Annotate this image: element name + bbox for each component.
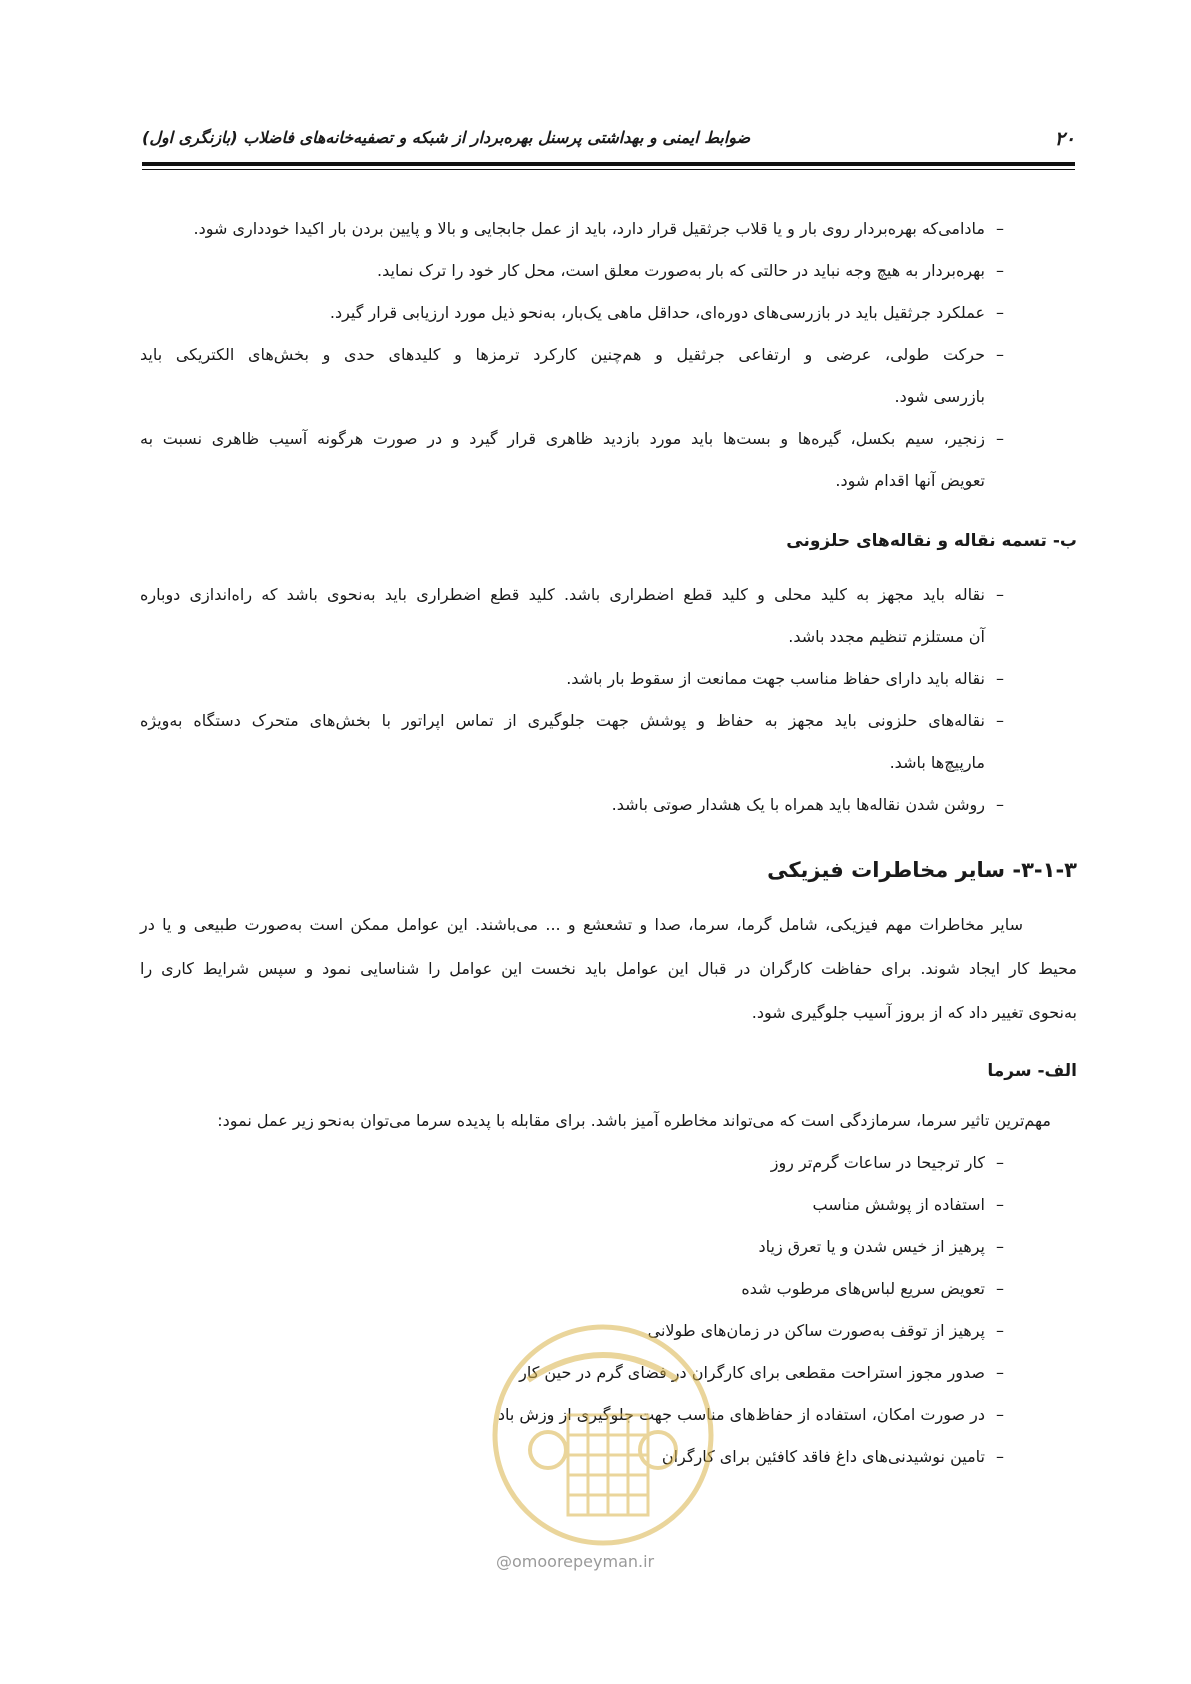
running-title: ضوابط ایمنی و بهداشتی پرسنل بهره‌بردار از شبکه و تصفیه‌خانه‌های فاضلاب (بازنگری اول) [142, 128, 751, 147]
header-rule-thin [142, 169, 1075, 170]
list-item: –استفاده از پوشش مناسب [812, 1195, 1004, 1214]
list-item: –نقاله باید دارای حفاظ مناسب جهت ممانعت از سقوط بار باشد. [566, 669, 1004, 688]
list-item-continuation: آن مستلزم تنظیم مجدد باشد. [788, 627, 985, 646]
list-item: –تامین نوشیدنی‌های داغ فاقد کافئین برای کارگران [661, 1447, 1004, 1466]
list-item-continuation: تعویض آنها اقدام شود. [835, 471, 985, 490]
list-item: –پرهیز از خیس شدن و یا تعرق زیاد [758, 1237, 1004, 1256]
paragraph-line: سایر مخاطرات مهم فیزیکی، شامل گرما، سرما، صدا و تشعشع و ... می‌باشند. این عوامل ممکن است به‌صورت طبیعی و یا در [140, 915, 1023, 934]
paragraph-line: به‌نحوی تغییر داد که از بروز آسیب جلوگیری شود. [751, 1003, 1077, 1022]
list-item: –در صورت امکان، استفاده از حفاظ‌های مناسب جهت جلوگیری از وزش باد [497, 1405, 1004, 1424]
list-item-continuation: بازرسی شود. [894, 387, 985, 406]
page-number: ۲۰ [1054, 128, 1075, 150]
section-heading: ۳-۱-۳- سایر مخاطرات فیزیکی [767, 858, 1077, 882]
list-item: –پرهیز از توقف به‌صورت ساکن در زمان‌های طولانی [647, 1321, 1004, 1340]
cold-intro: مهم‌ترین تاثیر سرما، سرمازدگی است که می‌تواند مخاطره آمیز باشد. برای مقابله با پدیده سرما می‌توان به‌نحو زیر عمل نمود: [217, 1111, 1051, 1130]
watermark-site: @omoorepeyman.ir [496, 1552, 655, 1571]
list-item: –روشن شدن نقاله‌ها باید همراه با یک هشدار صوتی باشد. [611, 795, 1004, 814]
subheading-conveyor: ب- تسمه نقاله و نقاله‌های حلزونی [786, 531, 1077, 551]
list-item: – نقاله باید مجهز به کلید محلی و کلید قطع اضطراری باشد. کلید قطع اضطراری باید به‌نحوی باشد که راه‌اندازی دوباره [140, 585, 1004, 604]
header-rule-thick [142, 162, 1075, 166]
list-item: – نقاله‌های حلزونی باید مجهز به حفاظ و پوشش جهت جلوگیری از تماس اپراتور با بخش‌های متحرک دستگاه به‌ویژه [140, 711, 1004, 730]
list-item-continuation: مارپیچ‌ها باشد. [889, 753, 985, 772]
watermark-logo [488, 1320, 718, 1550]
list-item: –بهره‌بردار به هیچ وجه نباید در حالتی که بار به‌صورت معلق است، محل کار خود را ترک نماید. [377, 261, 1004, 280]
page-header [142, 128, 1075, 152]
list-item: –عملکرد جرثقیل باید در بازرسی‌های دوره‌ای، حداقل ماهی یک‌بار، به‌نحو ذیل مورد ارزیابی قرار گیرد. [329, 303, 1004, 322]
list-item: –تعویض سریع لباس‌های مرطوب شده [741, 1279, 1004, 1298]
list-item: – حرکت طولی، عرضی و ارتفاعی جرثقیل و هم‌چنین کارکرد ترمزها و کلیدهای حدی و بخش‌های الکتریکی باید [140, 345, 1004, 364]
paragraph-line: محیط کار ایجاد شوند. برای حفاظت کارگران در قبال این عوامل باید نخست این عوامل را شناسایی نمود و سپس شرایط کاری را [140, 959, 1077, 978]
list-item: –مادامی‌که بهره‌بردار روی بار و یا قلاب جرثقیل قرار دارد، باید از عمل جابجایی و بالا و پایین بردن بار اکیدا خودداری شود. [193, 219, 1004, 238]
subheading-cold: الف- سرما [987, 1061, 1077, 1081]
list-item: – زنجیر، سیم بکسل، گیره‌ها و بست‌ها باید مورد بازدید ظاهری قرار گیرد و در صورت هرگونه آسیب ظاهری نسبت به [140, 429, 1004, 448]
list-item: –کار ترجیحا در ساعات گرم‌تر روز [770, 1153, 1004, 1172]
list-item: –صدور مجوز استراحت مقطعی برای کارگران در فضای گرم در حین کار [519, 1363, 1004, 1382]
